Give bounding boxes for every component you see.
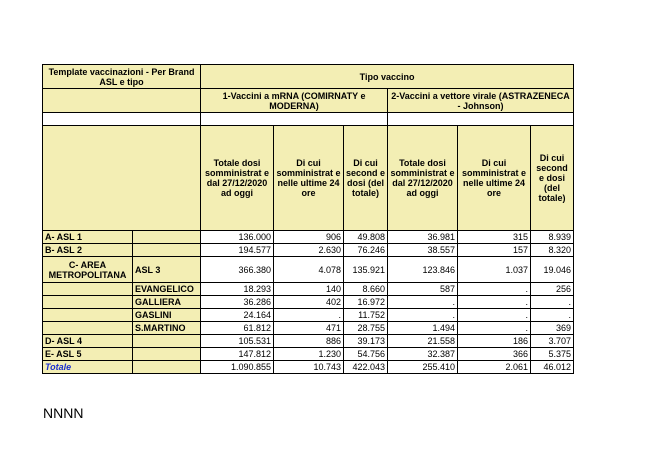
table-row xyxy=(43,322,574,335)
value-cell: . xyxy=(531,309,574,322)
total-label: Totale xyxy=(43,361,133,374)
table-row xyxy=(43,283,574,296)
value-cell: 147.812 xyxy=(201,348,274,361)
column-header: Totale dosi somministrat e dal 27/12/2020 ad oggi xyxy=(201,126,274,231)
value-cell: 366 xyxy=(458,348,531,361)
value-cell: 28.755 xyxy=(344,322,388,335)
row-sublabel xyxy=(133,231,201,244)
table-row xyxy=(43,309,574,322)
row-label: E- ASL 5 xyxy=(43,348,133,361)
value-cell: 123.846 xyxy=(388,257,458,283)
footnote-text: NNNN xyxy=(43,405,84,421)
total-row xyxy=(43,361,574,374)
total-value-cell: 1.090.855 xyxy=(201,361,274,374)
total-value-cell: 10.743 xyxy=(274,361,344,374)
value-cell: . xyxy=(388,296,458,309)
value-cell: 1.494 xyxy=(388,322,458,335)
row-sublabel xyxy=(133,348,201,361)
value-cell: 1.230 xyxy=(274,348,344,361)
value-cell: 194.577 xyxy=(201,244,274,257)
value-cell: 369 xyxy=(531,322,574,335)
value-cell: 157 xyxy=(458,244,531,257)
table-row xyxy=(43,335,574,348)
value-cell: . xyxy=(388,309,458,322)
column-header: Totale dosi somministrat e dal 27/12/2020 ad oggi xyxy=(388,126,458,231)
row-label xyxy=(43,309,133,322)
mrna-group-header: 1-Vaccini a mRNA (COMIRNATY e MODERNA) xyxy=(201,89,388,113)
value-cell: 256 xyxy=(531,283,574,296)
value-cell: 61.812 xyxy=(201,322,274,335)
total-value-cell: 255.410 xyxy=(388,361,458,374)
value-cell: 315 xyxy=(458,231,531,244)
row-sublabel xyxy=(133,335,201,348)
table-row xyxy=(43,231,574,244)
row-sublabel xyxy=(133,244,201,257)
value-cell: 186 xyxy=(458,335,531,348)
value-cell: . xyxy=(458,283,531,296)
blank-header-cell xyxy=(43,89,201,113)
column-header: Di cui second e dosi (del totale) xyxy=(531,126,574,231)
table-row xyxy=(43,348,574,361)
value-cell: . xyxy=(458,309,531,322)
value-cell: 76.246 xyxy=(344,244,388,257)
row-label: D- ASL 4 xyxy=(43,335,133,348)
value-cell: 471 xyxy=(274,322,344,335)
value-cell: 906 xyxy=(274,231,344,244)
value-cell: 54.756 xyxy=(344,348,388,361)
row-sublabel: GALLIERA xyxy=(133,296,201,309)
column-header: Di cui second e dosi (del totale) xyxy=(344,126,388,231)
value-cell: 32.387 xyxy=(388,348,458,361)
value-cell: 1.037 xyxy=(458,257,531,283)
value-cell: 18.293 xyxy=(201,283,274,296)
vaccine-type-header: Tipo vaccino xyxy=(201,65,574,89)
value-cell: 8.939 xyxy=(531,231,574,244)
value-cell: 886 xyxy=(274,335,344,348)
value-cell: 402 xyxy=(274,296,344,309)
total-value-cell: 422.043 xyxy=(344,361,388,374)
row-sublabel: EVANGELICO xyxy=(133,283,201,296)
row-sublabel: S.MARTINO xyxy=(133,322,201,335)
vaccination-table xyxy=(42,64,574,374)
table-corner-title: Template vaccinazioni - Per Brand ASL e tipo xyxy=(43,65,201,89)
value-cell: 587 xyxy=(388,283,458,296)
blank-header-cell xyxy=(43,126,201,231)
value-cell: . xyxy=(458,322,531,335)
value-cell: 8.660 xyxy=(344,283,388,296)
row-sublabel: ASL 3 xyxy=(133,257,201,283)
table-row xyxy=(43,296,574,309)
value-cell: 135.921 xyxy=(344,257,388,283)
value-cell: 8.320 xyxy=(531,244,574,257)
row-label xyxy=(43,283,133,296)
value-cell: 36.286 xyxy=(201,296,274,309)
table-row xyxy=(43,244,574,257)
value-cell: 21.558 xyxy=(388,335,458,348)
blank-spacer-cell xyxy=(43,113,201,126)
column-header: Di cui somministrat e nelle ultime 24 ore xyxy=(274,126,344,231)
value-cell: 4.078 xyxy=(274,257,344,283)
value-cell: 3.707 xyxy=(531,335,574,348)
row-label xyxy=(43,296,133,309)
value-cell: 105.531 xyxy=(201,335,274,348)
blank-spacer-cell xyxy=(201,113,388,126)
value-cell: 16.972 xyxy=(344,296,388,309)
row-label: C- AREA METROPOLITANA xyxy=(43,257,133,283)
total-value-cell: 46.012 xyxy=(531,361,574,374)
value-cell: 24.164 xyxy=(201,309,274,322)
value-cell: 366.380 xyxy=(201,257,274,283)
viral-vector-group-header: 2-Vaccini a vettore virale (ASTRAZENECA - Johnson) xyxy=(388,89,574,113)
row-label: A- ASL 1 xyxy=(43,231,133,244)
value-cell: 36.981 xyxy=(388,231,458,244)
value-cell: . xyxy=(274,309,344,322)
value-cell: . xyxy=(531,296,574,309)
value-cell: 5.375 xyxy=(531,348,574,361)
value-cell: 140 xyxy=(274,283,344,296)
column-header: Di cui somministrat e nelle ultime 24 ore xyxy=(458,126,531,231)
value-cell: 19.046 xyxy=(531,257,574,283)
table-row xyxy=(43,257,574,283)
value-cell: 38.557 xyxy=(388,244,458,257)
total-sublabel xyxy=(133,361,201,374)
row-label xyxy=(43,322,133,335)
row-sublabel: GASLINI xyxy=(133,309,201,322)
row-label: B- ASL 2 xyxy=(43,244,133,257)
value-cell: 136.000 xyxy=(201,231,274,244)
blank-spacer-cell xyxy=(388,113,574,126)
value-cell: . xyxy=(458,296,531,309)
value-cell: 2.630 xyxy=(274,244,344,257)
total-value-cell: 2.061 xyxy=(458,361,531,374)
value-cell: 11.752 xyxy=(344,309,388,322)
value-cell: 39.173 xyxy=(344,335,388,348)
value-cell: 49.808 xyxy=(344,231,388,244)
